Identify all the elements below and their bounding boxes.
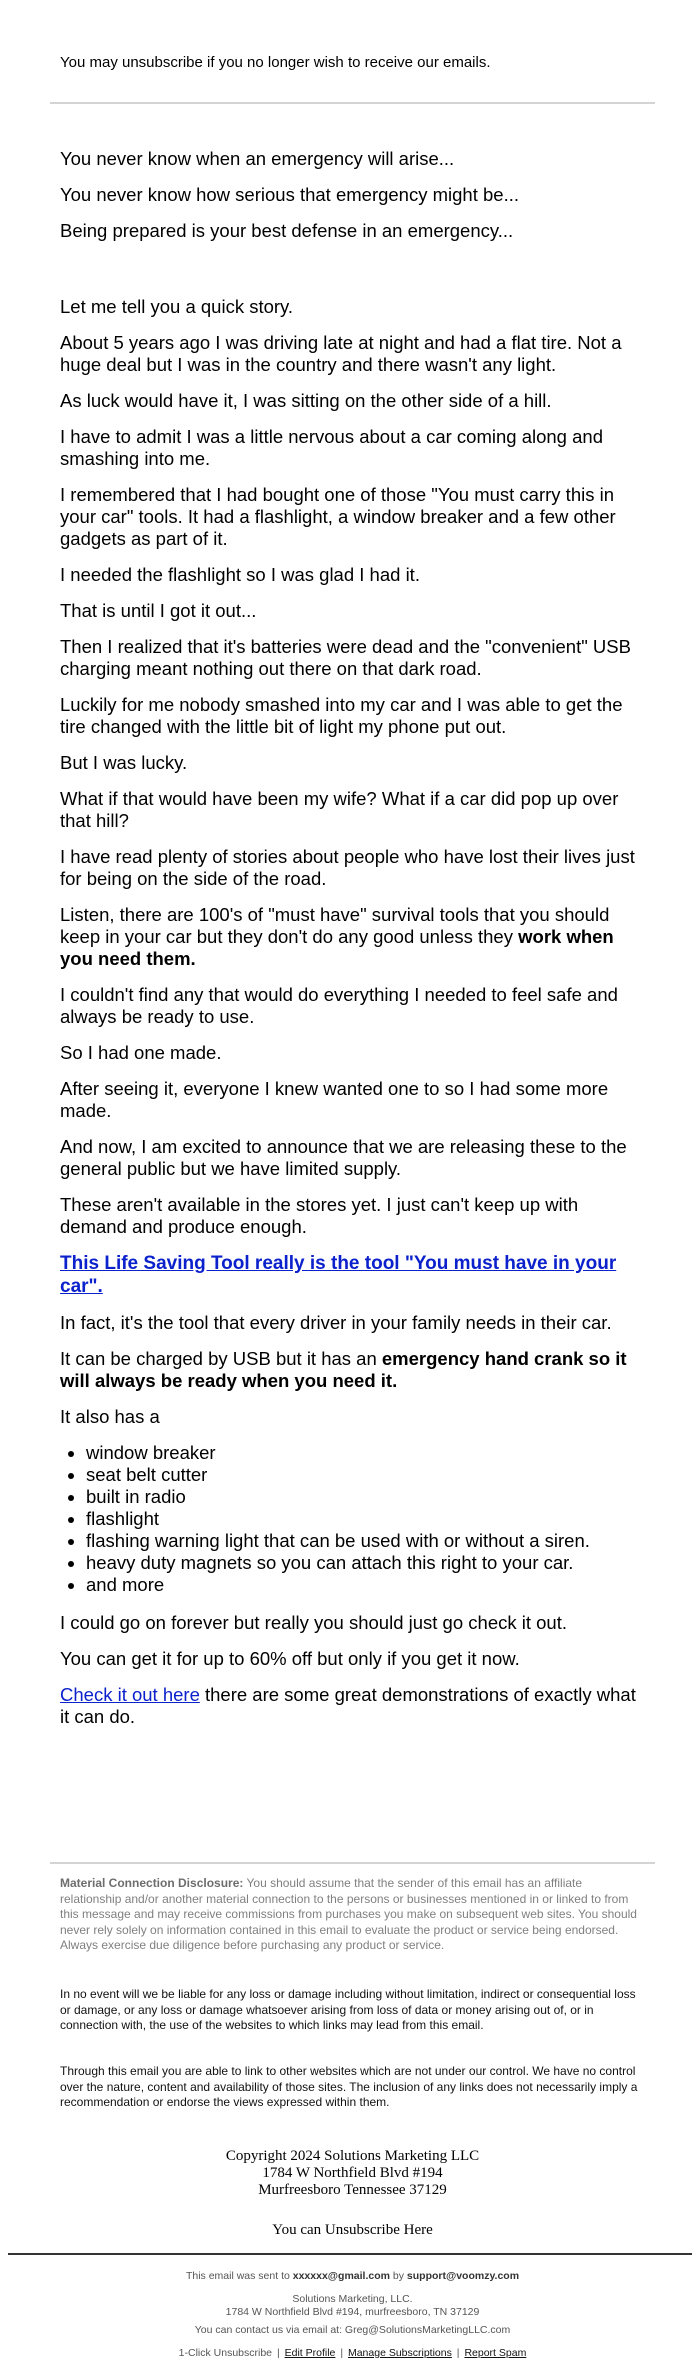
sent-by: by: [389, 2270, 407, 2282]
story-paragraph: As luck would have it, I was sitting on the other side of a hill.: [60, 390, 552, 411]
intro-line-3: Being prepared is your best defense in an emergency...: [60, 220, 514, 241]
story-paragraph: [60, 904, 645, 970]
intro-line-2: You never know how serious that emergency might be...: [60, 184, 519, 205]
story-paragraph: But I was lucky.: [60, 752, 188, 773]
feature-item: • seat belt cutter: [86, 1464, 645, 1486]
footer-divider: [8, 2253, 692, 2255]
street-line: 1784 W Northfield Blvd #194: [262, 2165, 443, 2181]
feature-item: • heavy duty magnets so you can attach this right to your car.: [86, 1552, 645, 1574]
story-paragraph: You can get it for up to 60% off but only if you get it now.: [60, 1648, 520, 1669]
disclosure-text: You should assume that the sender of this email has an affiliate relationship and/or another material connection to the persons or businesses mentioned in or linked to from this message and may receive commissions from purchases you make on subsequent web sites. You should never rely solely on information contained in this email to evaluate the product or service being endorsed. Always exercise due diligence before purchasing any product or service.: [60, 1876, 637, 1952]
feature-item: • flashlight: [86, 1508, 645, 1530]
unsubscribe-link[interactable]: You can Unsubscribe Here: [272, 2222, 433, 2238]
check-it-out-link[interactable]: Check it out here: [60, 1684, 200, 1705]
disclosure-label: Material Connection Disclosure:: [60, 1876, 244, 1890]
emphasis-text: work when you need them.: [60, 926, 614, 969]
liability-notice: In no event will we be liable for any loss or damage including without limitation, indirect or consequential loss or damage, or any loss or damage whatsoever arising from loss of data or money arising out of, or in connection with, the use of the websites to which links may lead from this email.: [60, 1987, 636, 2032]
product-headline-link[interactable]: This Life Saving Tool really is the tool "You must have in your car".: [60, 1253, 617, 1297]
feature-item: • flashing warning light that can be used with or without a siren.: [86, 1530, 645, 1552]
emphasis-text: emergency hand crank so it will always be ready when you need it.: [60, 1348, 627, 1391]
material-disclosure: [60, 1876, 645, 1954]
header-divider: [50, 102, 655, 104]
headline-paragraph: [60, 1252, 645, 1298]
external-links-notice: Through this email you are able to link to other websites which are not under our control. We have no control over the nature, content and availability of those sites. The inclusion of any links does not necessarily imply a recommendation or endorse the views expressed within them.: [60, 2064, 638, 2109]
story-paragraph: What if that would have been my wife? What if a car did pop up over that hill?: [60, 788, 619, 831]
cta-paragraph: [60, 1684, 645, 1728]
one-click-unsubscribe-link[interactable]: 1-Click Unsubscribe: [178, 2347, 273, 2359]
feature-item: • and more: [86, 1574, 645, 1596]
feature-item: • built in radio: [86, 1486, 645, 1508]
paragraph-text: Listen, there are 100's of "must have" survival tools that you should keep in your car but they don't do any good unless they: [60, 904, 610, 947]
org-address: 1784 W Northfield Blvd #194, murfreesboro, TN 37129: [225, 2306, 480, 2318]
report-spam-link[interactable]: Report Spam: [464, 2347, 527, 2359]
contact-line: You can contact us via email at: Greg@SolutionsMarketingLLC.com: [194, 2324, 511, 2336]
org-block: [50, 2293, 655, 2319]
email-body: [60, 148, 645, 1742]
recipient-email: xxxxxx@gmail.com: [292, 2270, 390, 2282]
story-paragraph: I couldn't find any that would do everything I needed to feel safe and always be ready to use.: [60, 984, 618, 1027]
sent-prefix: This email was sent to: [185, 2270, 293, 2282]
manage-subscriptions-link[interactable]: Manage Subscriptions: [347, 2347, 452, 2359]
story-paragraph: I remembered that I had bought one of those "You must carry this in your car" tools. It had a flashlight, a window breaker and a few other gadgets as part of it.: [60, 484, 616, 549]
story-paragraph: About 5 years ago I was driving late at night and had a flat tire. Not a huge deal but I was in the country and there wasn't any light.: [60, 332, 622, 375]
story-paragraph: These aren't available in the stores yet. I just can't keep up with demand and produce enough.: [60, 1194, 579, 1237]
story-paragraph: And now, I am excited to announce that we are releasing these to the general public but we have limited supply.: [60, 1136, 627, 1179]
edit-profile-link[interactable]: Edit Profile: [284, 2347, 336, 2359]
story-paragraph: Luckily for me nobody smashed into my car and I was able to get the tire changed with the little bit of light my phone put out.: [60, 694, 623, 737]
disclosure-divider: [50, 1862, 655, 1864]
story-paragraph: [60, 1348, 645, 1392]
sender-email: support@voomzy.com: [406, 2270, 520, 2282]
link-separator: |: [340, 2347, 344, 2359]
story-paragraph: Then I realized that it's batteries were dead and the "convenient" USB charging meant nothing out there on that dark road.: [60, 636, 631, 679]
org-name: Solutions Marketing, LLC.: [292, 2293, 413, 2305]
intro-line-1: You never know when an emergency will arise...: [60, 148, 455, 169]
story-paragraph: That is until I got it out...: [60, 600, 257, 621]
feature-item: • window breaker: [86, 1442, 645, 1464]
paragraph-text: It can be charged by USB but it has an: [60, 1348, 382, 1369]
city-line: Murfreesboro Tennessee 37129: [258, 2182, 447, 2198]
copyright-line: Copyright 2024 Solutions Marketing LLC: [225, 2148, 480, 2164]
story-paragraph: So I had one made.: [60, 1042, 222, 1063]
company-address: [50, 2148, 655, 2199]
feature-list: [60, 1442, 645, 1596]
cta-text: there are some great demonstrations of exactly what it can do.: [60, 1684, 636, 1727]
story-paragraph: I could go on forever but really you should just go check it out.: [60, 1612, 567, 1633]
story-paragraph: In fact, it's the tool that every driver in your family needs in their car.: [60, 1312, 612, 1333]
sent-to-line: [50, 2270, 655, 2283]
link-separator: |: [456, 2347, 460, 2359]
story-paragraph: I needed the flashlight so I was glad I had it.: [60, 564, 420, 585]
link-separator: |: [276, 2347, 280, 2359]
story-paragraph: I have read plenty of stories about people who have lost their lives just for being on the side of the road.: [60, 846, 635, 889]
unsubscribe-note: You may unsubscribe if you no longer wish to receive our emails.: [60, 54, 491, 71]
story-paragraph: Let me tell you a quick story.: [60, 296, 294, 317]
story-paragraph: After seeing it, everyone I knew wanted one to so I had some more made.: [60, 1078, 609, 1121]
story-paragraph: I have to admit I was a little nervous about a car coming along and smashing into me.: [60, 426, 603, 469]
story-paragraph: It also has a: [60, 1406, 160, 1427]
footer-links: [50, 2347, 655, 2360]
spacer: [60, 256, 645, 296]
